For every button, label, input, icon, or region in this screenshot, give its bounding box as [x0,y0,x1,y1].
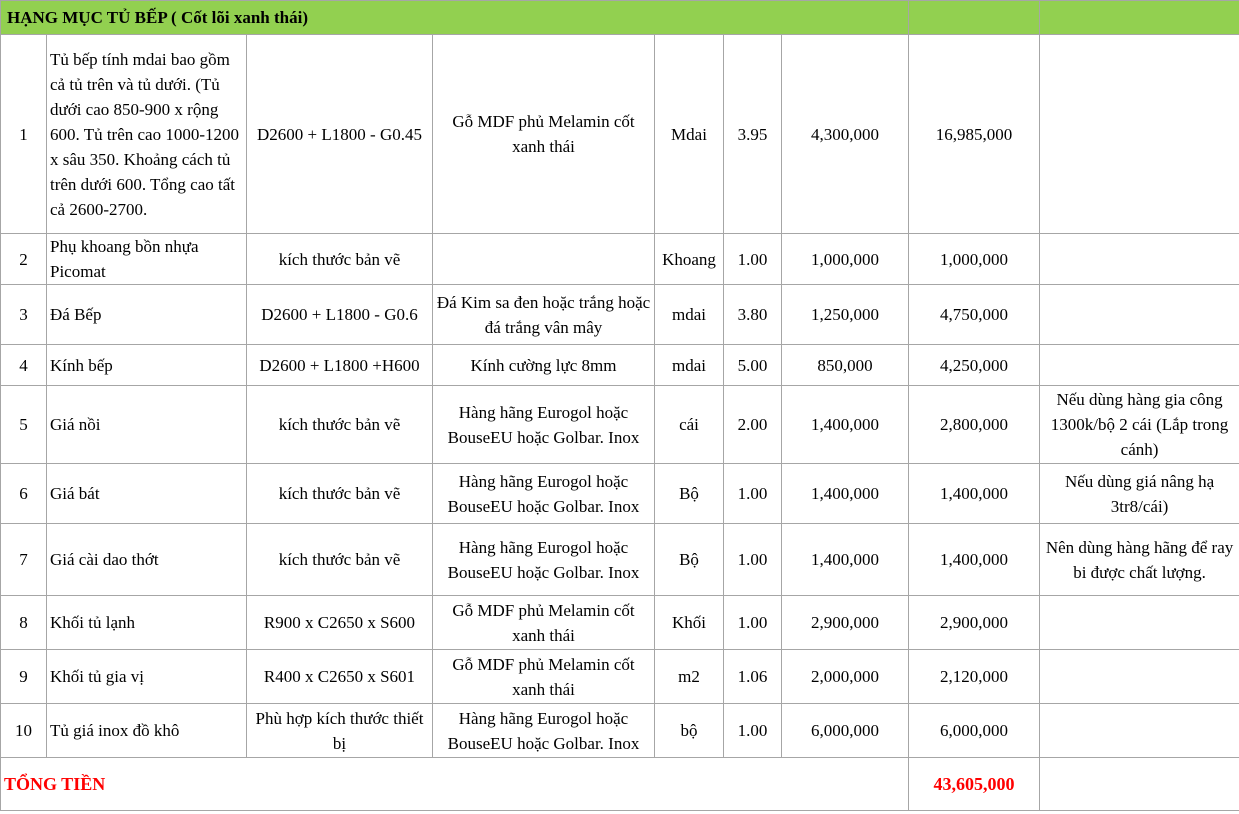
item-unit-price[interactable]: 4,300,000 [782,35,909,234]
item-quantity[interactable]: 1.00 [724,704,782,758]
table-row [1,285,1239,345]
item-quantity[interactable]: 1.00 [724,234,782,285]
item-unit[interactable]: cái [655,386,724,464]
item-unit-price[interactable]: 1,250,000 [782,285,909,345]
item-name[interactable]: Tủ giá inox đồ khô [47,704,247,758]
row-number[interactable]: 7 [1,524,47,596]
table-row [1,386,1239,464]
item-note[interactable] [1040,285,1239,345]
item-unit-price[interactable]: 1,400,000 [782,464,909,524]
item-amount[interactable]: 16,985,000 [909,35,1040,234]
item-unit-price[interactable]: 1,400,000 [782,386,909,464]
item-note[interactable] [1040,704,1239,758]
item-amount[interactable]: 2,900,000 [909,596,1040,650]
item-unit[interactable]: Khoang [655,234,724,285]
total-row [1,758,1239,811]
total-amount[interactable]: 43,605,000 [909,758,1040,811]
item-note[interactable] [1040,234,1239,285]
item-size[interactable]: D2600 + L1800 - G0.6 [247,285,433,345]
item-name[interactable]: Đá Bếp [47,285,247,345]
item-size[interactable]: kích thước bản vẽ [247,524,433,596]
item-unit[interactable]: Khối [655,596,724,650]
table-row [1,345,1239,386]
item-size[interactable]: kích thước bản vẽ [247,234,433,285]
row-number[interactable]: 8 [1,596,47,650]
item-unit[interactable]: Mdai [655,35,724,234]
row-number[interactable]: 3 [1,285,47,345]
item-note[interactable]: Nếu dùng hàng gia công 1300k/bộ 2 cái (Lắp trong cánh) [1040,386,1239,464]
item-size[interactable]: kích thước bản vẽ [247,464,433,524]
item-amount[interactable]: 4,250,000 [909,345,1040,386]
item-note[interactable] [1040,596,1239,650]
item-size[interactable]: kích thước bản vẽ [247,386,433,464]
item-amount[interactable]: 2,800,000 [909,386,1040,464]
item-unit[interactable]: mdai [655,345,724,386]
item-note[interactable]: Nên dùng hàng hãng để ray bi được chất lượng. [1040,524,1239,596]
table-row [1,596,1239,650]
header-note-cell[interactable] [1040,1,1239,35]
item-quantity[interactable]: 3.80 [724,285,782,345]
item-size[interactable]: R900 x C2650 x S600 [247,596,433,650]
item-unit[interactable]: Bộ [655,524,724,596]
item-unit-price[interactable]: 2,900,000 [782,596,909,650]
item-material[interactable]: Hàng hãng Eurogol hoặc BouseEU hoặc Golbar. Inox [433,386,655,464]
row-number[interactable]: 10 [1,704,47,758]
item-quantity[interactable]: 1.00 [724,524,782,596]
item-note[interactable] [1040,35,1239,234]
table-row [1,234,1239,285]
item-amount[interactable]: 6,000,000 [909,704,1040,758]
item-quantity[interactable]: 3.95 [724,35,782,234]
item-quantity[interactable]: 2.00 [724,386,782,464]
item-note[interactable] [1040,345,1239,386]
row-number[interactable]: 4 [1,345,47,386]
row-number[interactable]: 9 [1,650,47,704]
table-row [1,704,1239,758]
row-number[interactable]: 5 [1,386,47,464]
item-unit-price[interactable]: 1,400,000 [782,524,909,596]
item-unit-price[interactable]: 2,000,000 [782,650,909,704]
table-row [1,35,1239,234]
item-note[interactable] [1040,650,1239,704]
item-material[interactable]: Gỗ MDF phủ Melamin cốt xanh thái [433,35,655,234]
row-number[interactable]: 6 [1,464,47,524]
item-amount[interactable]: 1,000,000 [909,234,1040,285]
item-quantity[interactable]: 1.00 [724,464,782,524]
section-title[interactable]: HẠNG MỤC TỦ BẾP ( Cốt lõi xanh thái) [1,1,909,35]
item-size[interactable]: D2600 + L1800 - G0.45 [247,35,433,234]
row-number[interactable]: 1 [1,35,47,234]
item-name[interactable]: Giá cài dao thớt [47,524,247,596]
item-name[interactable]: Khối tủ gia vị [47,650,247,704]
item-unit[interactable]: mdai [655,285,724,345]
header-amount-cell[interactable] [909,1,1040,35]
table-row [1,464,1239,524]
item-quantity[interactable]: 1.00 [724,596,782,650]
item-name[interactable]: Giá bát [47,464,247,524]
item-name[interactable]: Tủ bếp tính mdai bao gồm cả tủ trên và tủ dưới. (Tủ dưới cao 850-900 x rộng 600. Tủ trên cao 1000-1200 x sâu 350. Khoảng cách tủ trên dưới 600. Tổng cao tất cả 2600-2700. [47,35,247,234]
item-material[interactable]: Kính cường lực 8mm [433,345,655,386]
item-material[interactable]: Hàng hãng Eurogol hoặc BouseEU hoặc Golbar. Inox [433,524,655,596]
section-header-row [1,1,1239,35]
item-unit-price[interactable]: 1,000,000 [782,234,909,285]
item-material[interactable]: Gỗ MDF phủ Melamin cốt xanh thái [433,596,655,650]
item-unit-price[interactable]: 6,000,000 [782,704,909,758]
item-amount[interactable]: 1,400,000 [909,464,1040,524]
item-material[interactable]: Đá Kim sa đen hoặc trắng hoặc đá trắng vân mây [433,285,655,345]
item-quantity[interactable]: 5.00 [724,345,782,386]
item-unit[interactable]: m2 [655,650,724,704]
item-name[interactable]: Kính bếp [47,345,247,386]
item-unit[interactable]: bộ [655,704,724,758]
item-note[interactable]: Nếu dùng giá nâng hạ 3tr8/cái) [1040,464,1239,524]
item-name[interactable]: Khối tủ lạnh [47,596,247,650]
item-size[interactable]: Phù hợp kích thước thiết bị [247,704,433,758]
item-unit-price[interactable]: 850,000 [782,345,909,386]
item-size[interactable]: D2600 + L1800 +H600 [247,345,433,386]
item-material[interactable]: Hàng hãng Eurogol hoặc BouseEU hoặc Golbar. Inox [433,464,655,524]
item-name[interactable]: Phụ khoang bồn nhựa Picomat [47,234,247,285]
total-note-cell[interactable] [1040,758,1239,811]
item-amount[interactable]: 4,750,000 [909,285,1040,345]
item-amount[interactable]: 1,400,000 [909,524,1040,596]
table-row [1,650,1239,704]
item-name[interactable]: Giá nồi [47,386,247,464]
row-number[interactable]: 2 [1,234,47,285]
item-unit[interactable]: Bộ [655,464,724,524]
item-material[interactable]: Gỗ MDF phủ Melamin cốt xanh thái [433,650,655,704]
table-row [1,524,1239,596]
item-quantity[interactable]: 1.06 [724,650,782,704]
item-material[interactable] [433,234,655,285]
item-size[interactable]: R400 x C2650 x S601 [247,650,433,704]
item-material[interactable]: Hàng hãng Eurogol hoặc BouseEU hoặc Golbar. Inox [433,704,655,758]
total-label[interactable]: TỔNG TIỀN [1,758,909,811]
item-amount[interactable]: 2,120,000 [909,650,1040,704]
